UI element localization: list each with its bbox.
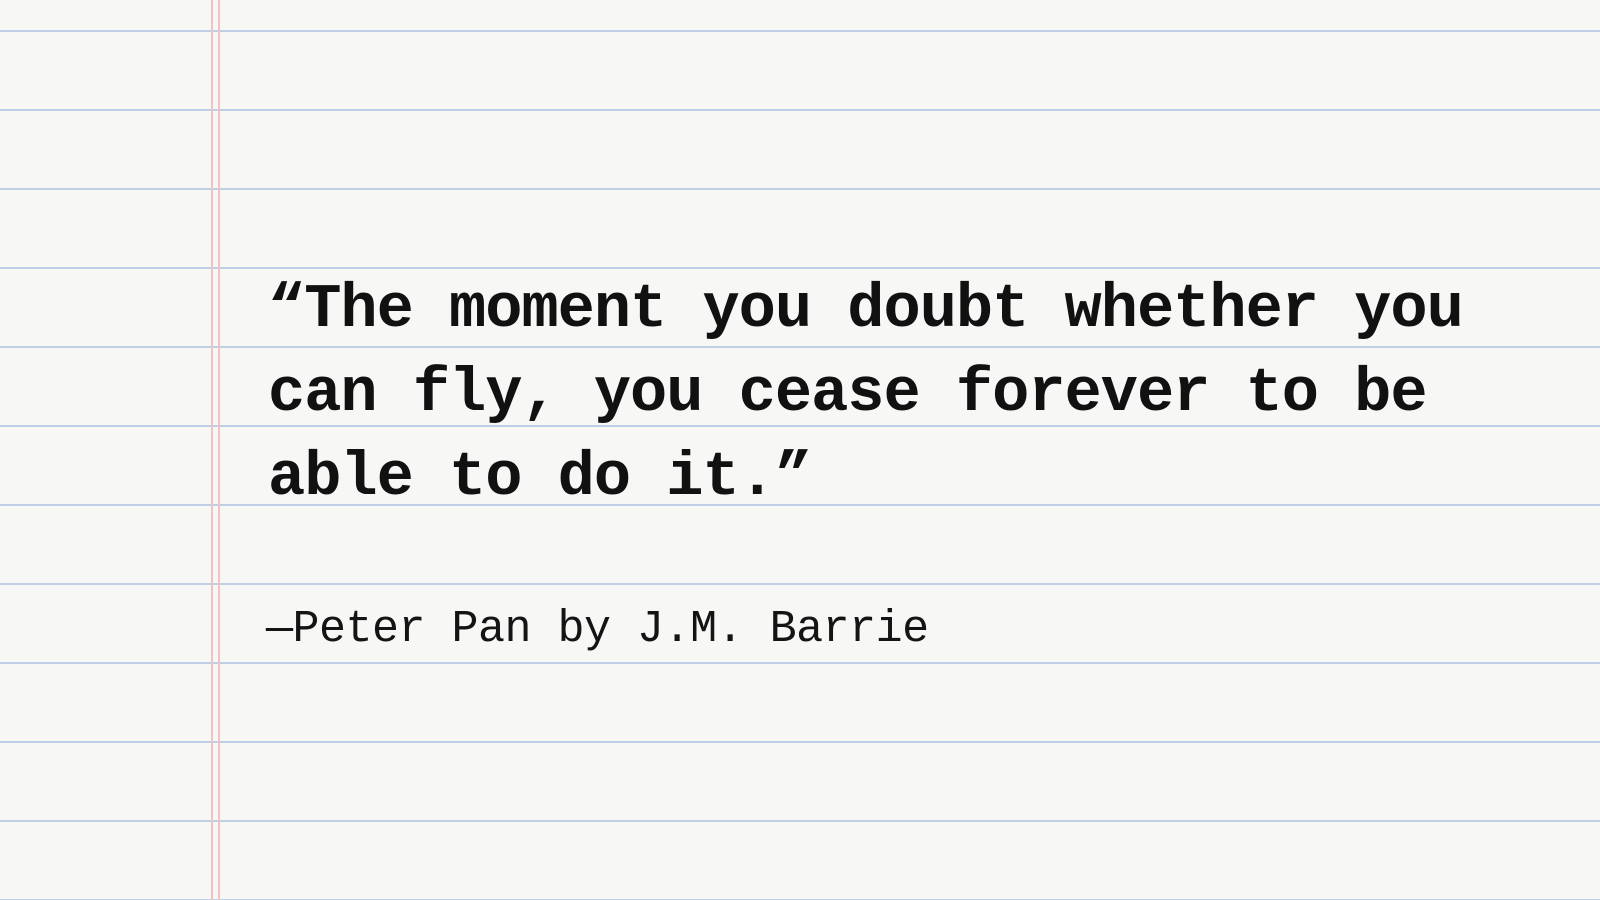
margin-line-right	[218, 0, 220, 900]
quote-attribution: —Peter Pan by J.M. Barrie	[266, 604, 929, 655]
quote-text: “The moment you doubt whether you can fly, you cease forever to be able to do it.”	[268, 274, 1463, 513]
margin-line-left	[211, 0, 213, 900]
quote-block	[268, 268, 1468, 520]
